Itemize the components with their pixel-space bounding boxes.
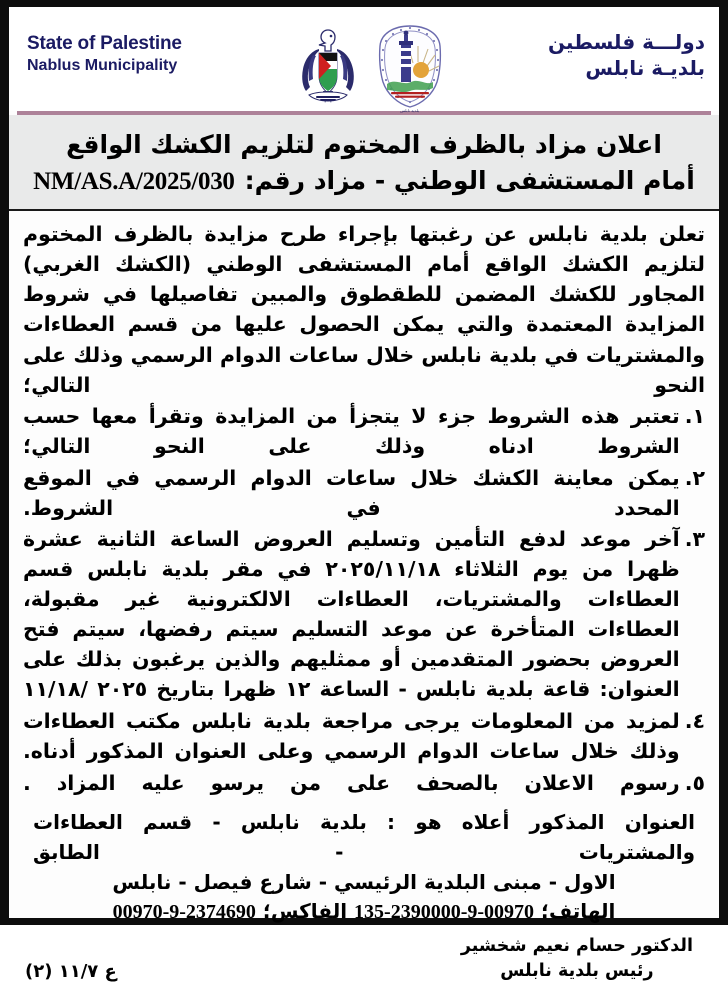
condition-item (23, 402, 705, 462)
contact-line (23, 899, 705, 924)
fax-value: 00970-9-2374690 (112, 900, 256, 923)
condition-number: ٢. (684, 465, 705, 490)
shield-flag (319, 53, 337, 93)
phone-value: 135-2390000-9-00970 (354, 900, 535, 923)
palestine-coat-of-arms (289, 25, 367, 113)
signatory-role: رئيس بلدية نابلس (500, 961, 654, 982)
announcement-title-line2-text: أمام المستشفى الوطني - مزاد رقم: (244, 165, 695, 195)
letterhead-english-line1: State of Palestine (27, 32, 182, 54)
emblem-caption-text: بلدية نابلس (400, 108, 420, 113)
conditions-list (23, 402, 705, 801)
announcement-title-line2 (25, 163, 703, 200)
condition-text: آخر موعد لدفع التأمين وتسليم العروض الساعة الثانية عشرة ظهرا من يوم الثلاثاء ٢٠٢٥/١١/١٨ في مقر بلدية نابلس قسم العطاءات والمشتريات، العطاءات الالكترونية غير مقبولة، العطاءات المتأخرة عن موعد التسليم سيتم رفضها، سيتم فتح العروض بحضور المتقدمين أو ممثليهم والذين يرغبون بذلك على العنوان: قاعة بلدية نابلس - الساعة ١٢ ظهرا بتاريخ ٢٠٢٥ /١١/١٨ (23, 527, 680, 702)
eagle-head (319, 30, 335, 51)
signatory-name: الدكتور حسام نعيم شخشير (460, 935, 693, 956)
condition-item (23, 525, 705, 705)
condition-item (23, 464, 705, 524)
letterhead-arabic (548, 29, 705, 89)
letterhead-arabic-line2: بلديـة نابلس (585, 56, 705, 80)
letterhead-arabic-line1: دولـــة فلسطين (547, 30, 705, 54)
letterhead-english-line2: Nablus Municipality (27, 56, 178, 74)
letterhead-english (27, 32, 189, 87)
condition-item (23, 769, 705, 799)
intro-paragraph: تعلن بلدية نابلس عن رغبتها بإجراء طرح مزايدة بالظرف المختوم لتلزيم الكشك الواقع أمام المستشفى الوطني (الكشك الغربي) المجاور للكشك المضمن للطقطوق والمبين تفاصيلها في شروط المزايدة المعتمدة والتي يمكن الحصول عليها من قسم العطاءات والمشتريات في بلدية نابلس خلال ساعات الدوام الرسمي وذلك على النحو التالي؛ (23, 222, 705, 397)
fax-label: الفاكس؛ (262, 898, 348, 923)
palestine-coat-of-arms-wrap (289, 25, 367, 113)
emblem-sun (413, 62, 429, 78)
condition-text: يمكن معاينة الكشك خلال ساعات الدوام الرسمي في الموقع المحدد في الشروط. (23, 465, 680, 520)
phone-label: الهاتف؛ (540, 898, 616, 923)
condition-text: تعتبر هذه الشروط جزء لا يتجزأ من المزايدة وتقرأ معها حسب الشروط ادناه وذلك على النحو التالي؛ (23, 403, 680, 458)
announcement-body (9, 211, 719, 928)
title-band (9, 115, 719, 211)
condition-number: ١. (684, 403, 705, 428)
nablus-municipality-emblem (371, 22, 449, 110)
palestine-scroll (309, 92, 347, 101)
condition-number: ٤. (684, 708, 705, 733)
condition-number: ٣. (684, 527, 705, 552)
nablus-municipality-emblem-wrap (371, 22, 449, 113)
address-line1: العنوان المذكور أعلاه هو : بلدية نابلس - قسم العطاءات والمشتريات - الطابق (33, 809, 695, 864)
condition-text: رسوم الاعلان بالصحف على من يرسو عليه المزاد . (23, 770, 680, 795)
signature-row (9, 928, 719, 988)
signature-block (461, 934, 693, 985)
reference-code: ع ١١/٧ (٢) (25, 961, 117, 983)
condition-number: ٥. (684, 770, 705, 795)
announcement-inner-frame (9, 7, 719, 983)
letterhead (9, 7, 719, 111)
announcement-title-line1: اعلان مزاد بالظرف المختوم لتلزيم الكشك الواقع (66, 130, 662, 159)
emblems-group (289, 5, 449, 113)
auction-number: NM/AS.A/2025/030 (33, 167, 235, 195)
address-block (23, 807, 705, 897)
address-line2: الاول - مبنى البلدية الرئيسي - شارع فيصل - نابلس (112, 869, 616, 894)
condition-text: لمزيد من المعلومات يرجى مراجعة بلدية نابلس مكتب العطاءات وذلك خلال ساعات الدوام الرسمي وعلى العنوان المذكور أدناه. (23, 708, 680, 763)
condition-item (23, 707, 705, 767)
